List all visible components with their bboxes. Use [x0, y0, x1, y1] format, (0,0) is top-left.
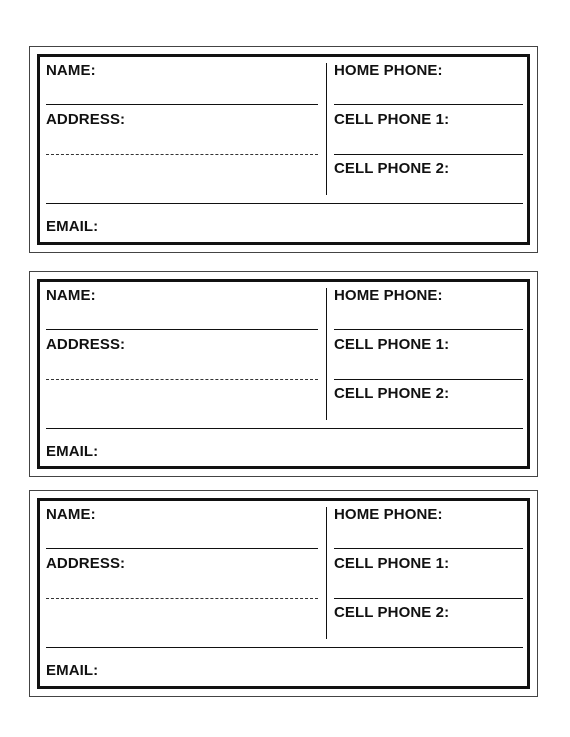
contact-card-1	[29, 46, 538, 253]
name-label: NAME:	[46, 506, 96, 523]
address-label: ADDRESS:	[46, 111, 126, 128]
name-label: NAME:	[46, 62, 96, 79]
address-line-1-field[interactable]	[46, 133, 316, 153]
cell-phone-1-label: CELL PHONE 1:	[334, 336, 450, 353]
home-phone-underline	[334, 104, 523, 105]
cell-phone-2-label: CELL PHONE 2:	[334, 160, 450, 177]
column-divider	[326, 288, 327, 420]
home-phone-field[interactable]	[334, 81, 522, 101]
contact-card-3	[29, 490, 538, 697]
cell-phone-1-label: CELL PHONE 1:	[334, 555, 450, 572]
cell-phone-2-field[interactable]	[334, 404, 522, 424]
address-line-1-field[interactable]	[46, 577, 316, 597]
cell-phone-2-field[interactable]	[334, 179, 522, 199]
name-underline	[46, 548, 318, 549]
name-field[interactable]	[130, 286, 310, 306]
cell-phone-1-underline	[334, 154, 523, 155]
cell-phone-1-underline	[334, 379, 523, 380]
cell-phone-2-label: CELL PHONE 2:	[334, 604, 450, 621]
full-width-rule	[46, 203, 523, 204]
address-dotted-line	[46, 598, 318, 599]
home-phone-label: HOME PHONE:	[334, 506, 443, 523]
home-phone-field[interactable]	[334, 525, 522, 545]
address-label: ADDRESS:	[46, 336, 126, 353]
cell-phone-1-field[interactable]	[334, 356, 522, 376]
address-line-2-field[interactable]	[46, 624, 316, 644]
home-phone-label: HOME PHONE:	[334, 62, 443, 79]
address-dotted-line	[46, 154, 318, 155]
card-border	[37, 54, 530, 245]
cell-phone-1-underline	[334, 598, 523, 599]
email-field[interactable]	[110, 661, 520, 681]
home-phone-underline	[334, 548, 523, 549]
email-label: EMAIL:	[46, 662, 99, 679]
home-phone-underline	[334, 329, 523, 330]
address-line-2-field[interactable]	[46, 405, 316, 425]
address-line-2-field[interactable]	[46, 180, 316, 200]
cell-phone-1-field[interactable]	[334, 131, 522, 151]
address-label: ADDRESS:	[46, 555, 126, 572]
name-field[interactable]	[130, 505, 310, 525]
home-phone-field[interactable]	[334, 306, 522, 326]
address-dotted-line	[46, 379, 318, 380]
name-underline	[46, 104, 318, 105]
full-width-rule	[46, 428, 523, 429]
cell-phone-2-field[interactable]	[334, 623, 522, 643]
card-border	[37, 498, 530, 689]
full-width-rule	[46, 647, 523, 648]
email-field[interactable]	[110, 217, 520, 237]
email-label: EMAIL:	[46, 218, 99, 235]
name-field[interactable]	[130, 61, 310, 81]
cell-phone-1-label: CELL PHONE 1:	[334, 111, 450, 128]
name-label: NAME:	[46, 287, 96, 304]
name-underline	[46, 329, 318, 330]
home-phone-label: HOME PHONE:	[334, 287, 443, 304]
cell-phone-2-label: CELL PHONE 2:	[334, 385, 450, 402]
card-border	[37, 279, 530, 469]
column-divider	[326, 507, 327, 639]
email-label: EMAIL:	[46, 443, 99, 460]
column-divider	[326, 63, 327, 195]
email-field[interactable]	[110, 442, 520, 462]
cell-phone-1-field[interactable]	[334, 575, 522, 595]
address-line-1-field[interactable]	[46, 358, 316, 378]
contact-card-2	[29, 271, 538, 477]
